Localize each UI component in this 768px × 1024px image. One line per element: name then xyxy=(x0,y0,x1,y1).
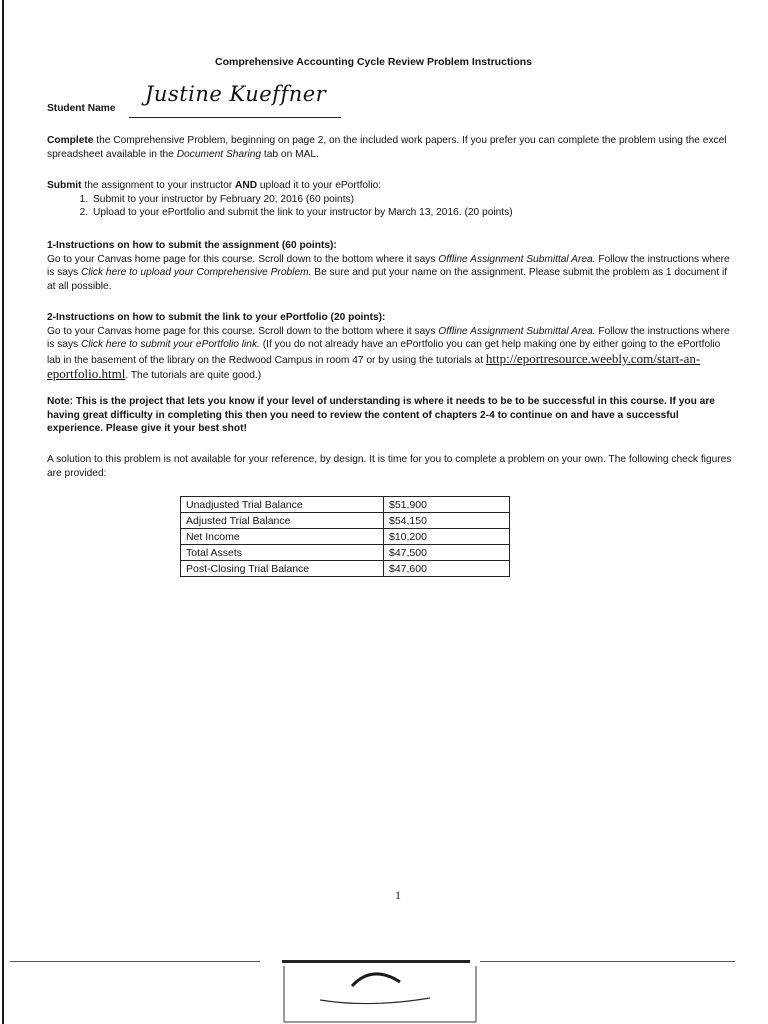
check-figures-table xyxy=(180,496,510,577)
intro-tail: tab on MAL. xyxy=(261,148,319,160)
intro-emphasis: Document Sharing xyxy=(176,148,262,160)
check-value: $47,600 xyxy=(384,561,510,577)
section-2-text-3: (If you do not already have an ePortfolio you can get help making one by either going to the ePortfolio lab in the basement of the library on the Redwood Campus in room 47 or by using the tutorials at xyxy=(47,339,721,366)
scan-footer-marks xyxy=(280,962,480,1024)
section-2-emphasis-2: Click here to submit your ePortfolio link. xyxy=(80,339,260,351)
student-signature: Justine Kueffner xyxy=(145,82,327,106)
submit-text-1: the assignment to your instructor xyxy=(81,180,235,191)
table-row xyxy=(181,545,510,561)
section-1-heading: 1-Instructions on how to submit the assignment (60 points): xyxy=(47,240,337,251)
page-number: 1 xyxy=(395,888,401,902)
section-2-text-1: Go to your Canvas home page for this course. Scroll down to the bottom where it says xyxy=(47,325,439,337)
student-name-row xyxy=(47,82,377,120)
footer-rule-left xyxy=(10,961,260,962)
check-label: Net Income xyxy=(181,529,384,545)
check-value: $47,500 xyxy=(384,545,510,561)
section-2-text-2: Follow the instructions where is says xyxy=(47,325,730,351)
student-name-line xyxy=(129,117,341,118)
check-label: Total Assets xyxy=(181,545,384,561)
submit-section xyxy=(47,179,732,220)
intro-paragraph xyxy=(47,134,732,161)
student-name-label: Student Name xyxy=(47,103,116,114)
table-row xyxy=(181,561,510,577)
section-1-text-3: Be sure and put your name on the assignment. Please submit the problem as 1 document if at all possible. xyxy=(47,267,728,292)
check-value: $51,900 xyxy=(384,497,510,513)
section-2-emphasis-1: Offline Assignment Submittal Area. xyxy=(438,325,596,337)
section-2-text-4: . The tutorials are quite good.) xyxy=(125,370,262,382)
section-1-text-2: Follow the instructions where is says xyxy=(47,253,730,279)
submit-list xyxy=(47,193,732,220)
solution-paragraph: A solution to this problem is not available for your reference, by design. It is time for you to complete a problem on your own. The following check figures are provided: xyxy=(47,454,732,479)
table-row xyxy=(181,529,510,545)
check-label: Unadjusted Trial Balance xyxy=(181,497,384,513)
section-2-heading: 2-Instructions on how to submit the link to your ePortfolio (20 points): xyxy=(47,312,386,323)
section-1-text-1: Go to your Canvas home page for this course. Scroll down to the bottom where it says xyxy=(47,253,439,265)
table-row xyxy=(181,513,510,529)
check-value: $10,200 xyxy=(384,529,510,545)
section-1 xyxy=(47,239,732,293)
scan-edge-line xyxy=(2,0,4,1024)
check-value: $54,150 xyxy=(384,513,510,529)
submit-item-1: 1. Submit to your instructor by February 20, 2016 (60 points) xyxy=(91,193,732,207)
section-1-emphasis-1: Offline Assignment Submittal Area. xyxy=(438,253,596,265)
intro-text: the Comprehensive Problem, beginning on page 2, on the included work papers. If you prefer you can complete the problem using the excel spreadsheet available in the xyxy=(47,135,727,160)
submit-text-2: upload it to your ePortfolio: xyxy=(257,180,382,191)
intro-lead: Complete xyxy=(47,135,94,146)
footer-rule-right xyxy=(480,961,735,962)
submit-lead: Submit xyxy=(47,180,82,191)
note-paragraph: Note: This is the project that lets you know if your level of understanding is where it needs to be to be successful in this course. If you are having great difficulty in completing this then you need to review the content of chapters 2-4 to continue on and have a successful experience. Please give it your best shot! xyxy=(47,396,715,435)
section-1-emphasis-2: Click here to upload your Comprehensive Problem. xyxy=(80,267,312,279)
table-row xyxy=(181,497,510,513)
check-label: Adjusted Trial Balance xyxy=(181,513,384,529)
submit-and: AND xyxy=(234,180,258,191)
document-title: Comprehensive Accounting Cycle Review Problem Instructions xyxy=(215,56,533,68)
submit-item-2: 2. Upload to your ePortfolio and submit the link to your instructor by March 13, 2016. (20 points) xyxy=(91,206,732,220)
eportfolio-tutorial-link[interactable]: http://eportresource.weebly.com/start-an-eportfolio.html xyxy=(47,350,701,382)
section-2 xyxy=(47,311,732,383)
check-label: Post-Closing Trial Balance xyxy=(181,561,384,577)
